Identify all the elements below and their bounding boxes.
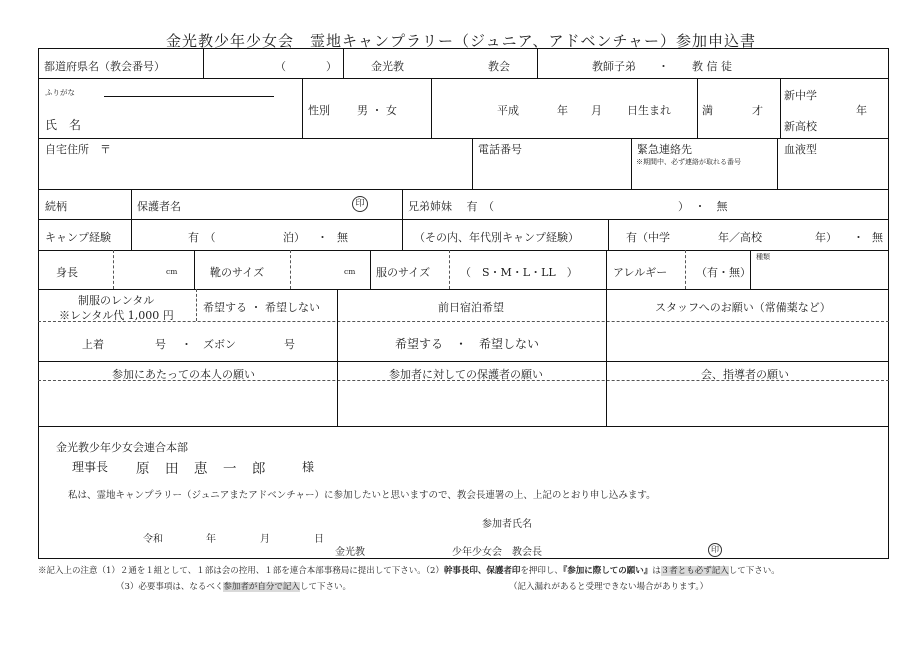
participant-label: 参加者氏名 <box>482 519 532 530</box>
age-full-label: 満 <box>702 104 713 117</box>
allergy-label: アレルギー <box>613 266 668 279</box>
notes-warning: （記入漏れがあると受理できない場合があります。） <box>509 582 709 592</box>
camp-none-label: 無 <box>337 231 348 244</box>
uniform-rental-label: 制服のレンタル <box>78 294 155 307</box>
konkokyo-label: 金光教 <box>371 60 404 73</box>
phone-label: 電話番号 <box>478 143 522 156</box>
note-text: して下さい。 <box>728 566 780 576</box>
self-wish-label: 参加にあたっての本人の願い <box>112 368 255 381</box>
siblings-close: ） ・ 無 <box>678 200 728 213</box>
church-label: 教会 <box>488 60 510 73</box>
guardian-label: 保護者名 <box>137 200 181 213</box>
konkokyo-bottom: 金光教 <box>335 547 365 558</box>
note-highlight: ３者とも必ず記入 <box>660 566 729 576</box>
note-text: ※記入上の注意（1）２通を１組として、１部は会の控用、１部を連合本部事務局に提出して下さい。（2） <box>38 566 444 576</box>
emergency-label: 緊急連絡先 <box>637 143 692 156</box>
guardian-seal-icon: 印 <box>352 196 368 212</box>
relation-label: 続柄 <box>45 200 67 213</box>
chair-name: 原 田 恵 一 郎 <box>136 461 267 477</box>
form-title: 金光教少年少女会 霊地キャンプラリー（ジュニア、アドベンチャー）参加申込書 <box>165 32 757 50</box>
notes-line-1 <box>38 564 780 576</box>
blood-type-label: 血液型 <box>784 143 817 156</box>
clothes-label: 服のサイズ <box>376 266 431 279</box>
nights-label: 泊） <box>283 231 305 244</box>
month-label: 月 <box>591 104 602 117</box>
note-text: （3）必要事項は、なるべく <box>116 582 224 592</box>
pants-number: 号 <box>284 338 295 351</box>
date-day-label: 日 <box>314 534 324 545</box>
guardian-wish-label: 参加者に対しての保護者の願い <box>389 368 543 381</box>
shoe-label: 靴のサイズ <box>210 266 265 279</box>
exp-has-label: 有（中学 <box>626 231 670 244</box>
church-head-seal-icon: 印 <box>708 543 722 557</box>
paren-open: （ <box>275 60 286 73</box>
furigana-label: ふりがな <box>45 88 75 97</box>
note-highlight: 参加者が自分で記入 <box>223 582 300 592</box>
teacher-child-label: 教師子弟 <box>592 60 636 73</box>
top-number: 号 <box>155 338 166 351</box>
rental-options[interactable]: 希望する ・ 希望しない <box>203 301 320 314</box>
note-text: は <box>652 566 661 576</box>
allergy-kind-label: 種類 <box>756 253 770 261</box>
heisei-label: 平成 <box>497 104 519 117</box>
exp-none-label: 無 <box>872 231 883 244</box>
date-year-label: 年 <box>206 534 216 545</box>
believer-label: 教 信 徒 <box>692 60 732 73</box>
note-text: を押印し、 <box>520 566 563 576</box>
siblings-label: 兄弟姉妹 有 （ <box>408 200 494 213</box>
rental-fee-label: ※レンタル代 1,000 円 <box>59 309 174 322</box>
height-unit: cm <box>166 267 178 276</box>
pants-label: ズボン <box>203 338 236 351</box>
allergy-options[interactable]: （有・無） <box>696 266 751 279</box>
new-high-label: 新高校 <box>784 120 817 133</box>
honorific: 様 <box>302 460 315 474</box>
clothes-options[interactable]: （ S・M・L・LL ） <box>460 266 578 279</box>
paren-close: ） <box>326 60 337 73</box>
dot-separator: ・ <box>658 60 669 73</box>
age-camp-label: （その内、年代別キャンプ経験） <box>414 231 579 244</box>
emergency-note: ※期間中、必ず連絡が取れる番号 <box>636 158 741 166</box>
shoe-unit: cm <box>344 267 356 276</box>
notes-line-2 <box>116 580 351 592</box>
year-label: 年 <box>557 104 568 117</box>
new-year-label: 年 <box>856 104 867 117</box>
staff-request-label: スタッフへのお願い（常備薬など） <box>655 301 831 314</box>
birth-label: 日生まれ <box>627 104 671 117</box>
note-emphasis: 幹事長印、保護者印 <box>443 566 521 576</box>
top-label: 上着 <box>82 338 104 351</box>
reiwa-label: 令和 <box>143 534 163 545</box>
date-month-label: 月 <box>260 534 270 545</box>
exp-dot: ・ <box>853 231 864 244</box>
church-head-label: 少年少女会 教会長 <box>452 547 542 558</box>
overnight-options[interactable]: 希望する ・ 希望しない <box>395 337 540 351</box>
org-name: 金光教少年少女会連合本部 <box>56 441 188 454</box>
note-emphasis: 『参加に際しての願い』 <box>562 566 653 576</box>
name-label: 氏 名 <box>45 118 82 132</box>
new-junior-label: 新中学 <box>784 89 817 102</box>
prefecture-label: 都道府県名（教会番号） <box>44 60 165 73</box>
gender-label: 性別 <box>308 104 330 117</box>
camp-has-label: 有 （ <box>188 231 216 244</box>
uniform-dot: ・ <box>181 338 192 351</box>
camp-dot: ・ <box>317 231 328 244</box>
statement-text: 私は、霊地キャンプラリー（ジュニアまたアドベンチャー）に参加したいと思いますので、教会長連署の上、上記のとおり申し込みます。 <box>68 490 656 501</box>
overnight-label: 前日宿泊希望 <box>438 301 504 314</box>
exp-year-mid: 年／高校 <box>718 231 762 244</box>
camp-exp-label: キャンプ経験 <box>45 231 111 244</box>
chair-title: 理事長 <box>72 460 109 474</box>
gender-options[interactable]: 男 ・ 女 <box>357 104 397 117</box>
leader-wish-label: 会、指導者の願い <box>701 368 789 381</box>
exp-year-close: 年） <box>815 231 837 244</box>
address-label: 自宅住所 〒 <box>45 143 111 156</box>
height-label: 身長 <box>56 266 78 279</box>
note-text: して下さい。 <box>299 582 351 592</box>
age-unit-label: 才 <box>752 104 763 117</box>
